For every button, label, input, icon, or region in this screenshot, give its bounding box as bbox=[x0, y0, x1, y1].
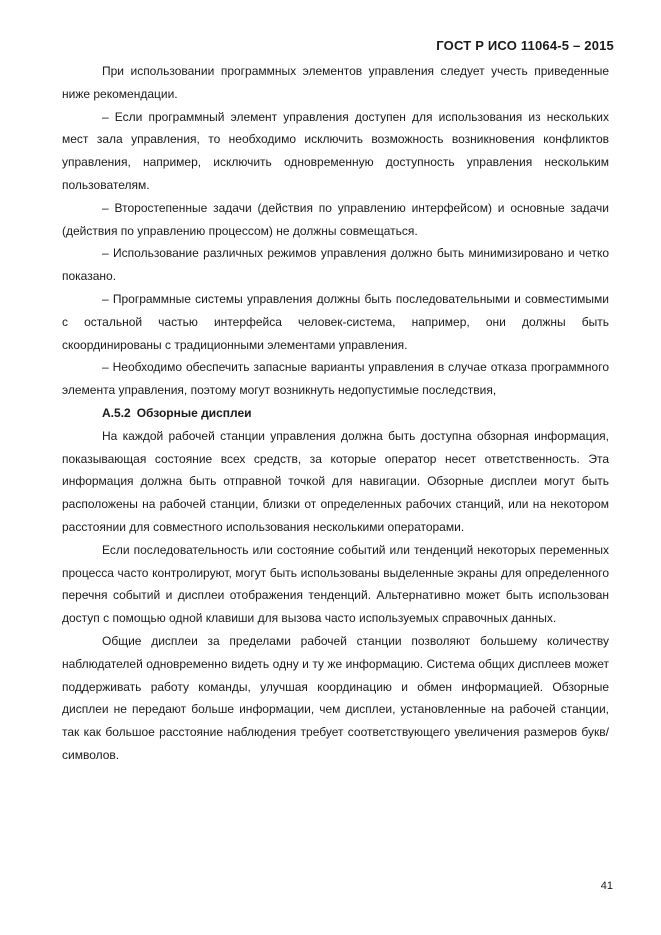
section-paragraph: Если последовательность или состояние событий или тенденций некоторых переменных процесса часто контролируют, могут быть использованы выделенные экраны для определенного перечня событий и дисплеи отображения тенденций. Альтернативно может быть использован доступ с помощью одной клавиши для вызова часто используемых справочных данных. bbox=[62, 542, 609, 626]
recommendation-item: – Необходимо обеспечить запасные варианты управления в случае отказа программного элемента управления, поэтому могут возникнуть недопустимые последствия, bbox=[62, 360, 609, 398]
recommendation-item: – Если программный элемент управления доступен для использования из нескольких мест зала управления, то необходимо исключить возможность возникновения конфликтов управления, например, исключить одновременную доступность управления нескольким пользователям. bbox=[62, 109, 609, 192]
intro-paragraph: При использовании программных элементов управления следует учесть приведенные ниже рекомендации. bbox=[62, 64, 609, 101]
document-body bbox=[62, 60, 609, 767]
section-heading bbox=[62, 402, 609, 425]
section-number: A.5.2 bbox=[102, 405, 131, 420]
recommendation-item: – Второстепенные задачи (действия по управлению интерфейсом) и основные задачи (действия по управлению процессом) не должны совмещаться. bbox=[62, 200, 609, 238]
section-paragraph: Общие дисплеи за пределами рабочей станции позволяют большему количеству наблюдателей одновременно видеть одну и ту же информацию. Система общих дисплеев может поддерживать работу команды, улучшая координацию и обмен информацией. Обзорные дисплеи не передают больше информации, чем дисплеи, установленные на рабочей станции, так как большое расстояние наблюдения требует соответствующего увеличения размеров букв/символов. bbox=[62, 633, 609, 762]
recommendation-item: – Использование различных режимов управления должно быть минимизировано и четко показано. bbox=[62, 246, 609, 284]
section-paragraph: На каждой рабочей станции управления должна быть доступна обзорная информация, показывающая состояние всех средств, за которые оператор несет ответственность. Эта информация должна быть отправной точкой для навигации. Обзорные дисплеи могут быть расположены на рабочей станции, близки от определенных рабочих станций, или на некотором расстоянии для совместного использования несколькими операторами. bbox=[62, 428, 609, 534]
section-title: Обзорные дисплеи bbox=[136, 405, 252, 420]
recommendation-item: – Программные системы управления должны быть последовательными и совместимыми с остальной частью интерфейса человек-система, например, они должны быть скоординированы с традиционными элементами управления. bbox=[62, 291, 609, 352]
document-header: ГОСТ Р ИСО 11064-5 – 2015 bbox=[436, 38, 614, 53]
page-number: 41 bbox=[600, 880, 613, 892]
